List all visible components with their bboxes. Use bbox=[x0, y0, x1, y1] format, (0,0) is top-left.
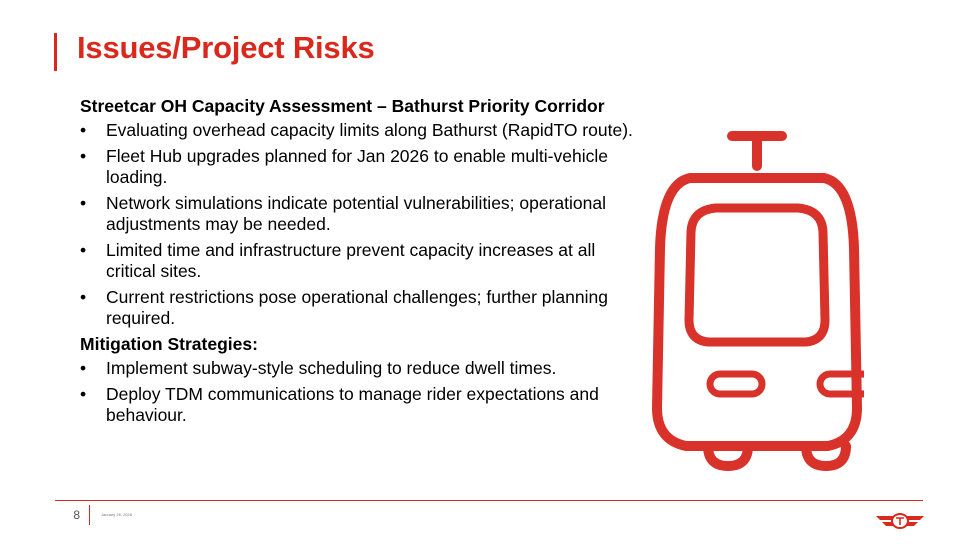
list-item bbox=[80, 120, 645, 141]
list-item bbox=[80, 287, 645, 328]
list-item bbox=[80, 193, 645, 234]
section-heading-mitigation: Mitigation Strategies: bbox=[80, 334, 258, 354]
section-heading-capacity: Streetcar OH Capacity Assessment – Bathurst Priority Corridor bbox=[80, 96, 605, 116]
list-item-text: Limited time and infrastructure prevent capacity increases at all critical sites. bbox=[106, 240, 596, 281]
list-item-text: Current restrictions pose operational challenges; further planning required. bbox=[106, 287, 608, 328]
list-item-text: Fleet Hub upgrades planned for Jan 2026 to enable multi-vehicle loading. bbox=[106, 146, 608, 187]
list-item-text: Implement subway-style scheduling to reduce dwell times. bbox=[106, 357, 557, 378]
footer-date: January 26, 2026 bbox=[101, 512, 132, 517]
streetcar-icon bbox=[650, 128, 864, 478]
list-item bbox=[80, 146, 645, 187]
title-accent-bar bbox=[54, 33, 57, 71]
footer-rule bbox=[55, 500, 923, 501]
footer-divider bbox=[89, 505, 90, 525]
bullet-glyph: • bbox=[80, 240, 87, 260]
list-item-text: Network simulations indicate potential vulnerabilities; operational adjustments may be needed. bbox=[106, 193, 606, 234]
bullet-glyph: • bbox=[80, 146, 87, 166]
page-number: 8 bbox=[73, 508, 80, 522]
mitigation-bullet-list bbox=[80, 358, 645, 426]
list-item bbox=[80, 384, 645, 425]
bullet-glyph: • bbox=[80, 193, 87, 213]
list-item-text: Deploy TDM communications to manage rider expectations and behaviour. bbox=[106, 384, 599, 425]
slide-body bbox=[80, 96, 645, 431]
ttc-logo bbox=[876, 511, 924, 531]
bullet-glyph: • bbox=[80, 384, 87, 404]
bullet-glyph: • bbox=[80, 119, 87, 140]
bullet-glyph: • bbox=[80, 287, 87, 307]
bullet-glyph: • bbox=[80, 357, 87, 378]
slide-title: Issues/Project Risks bbox=[77, 30, 375, 65]
list-item-text: Evaluating overhead capacity limits along Bathurst (RapidTO route). bbox=[106, 119, 633, 140]
list-item bbox=[80, 240, 645, 281]
capacity-bullet-list bbox=[80, 120, 645, 329]
list-item bbox=[80, 358, 645, 379]
